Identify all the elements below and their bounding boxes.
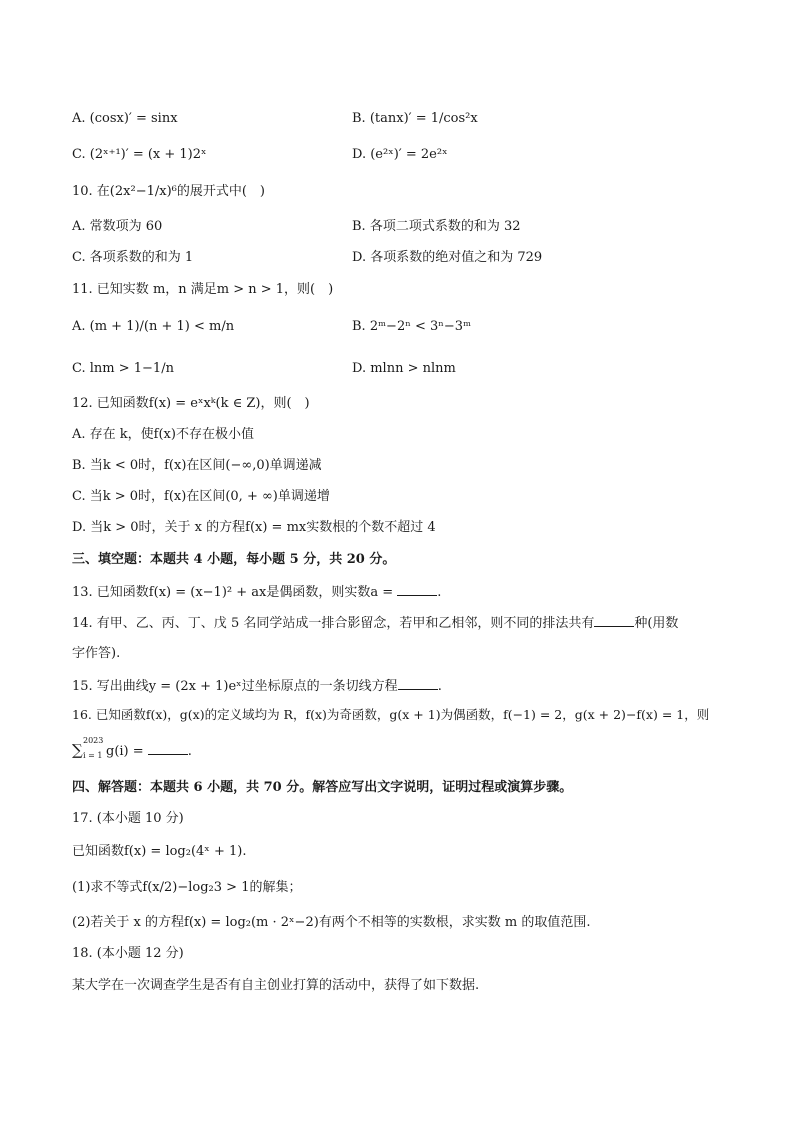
q13-line: 13. 已知函数f(x) = (x−1)² + ax是偶函数，则实数a = . <box>72 585 442 600</box>
q13-answer-blank <box>397 584 437 596</box>
q10-stem: 10. 在(2x²−1/x)⁶的展开式中( ) <box>72 184 265 199</box>
q9-option-b: B. (tanx)′ = 1/cos²x <box>352 111 478 126</box>
q16-answer-blank <box>148 743 188 755</box>
q16-sigma: ∑ <box>72 741 83 759</box>
q11-stem: 11. 已知实数 m，n 满足m > n > 1，则( ) <box>72 282 334 297</box>
q12-option-c: C. 当k > 0时，f(x)在区间(0, + ∞)单调递增 <box>72 489 330 504</box>
q14-line-2: 字作答). <box>72 646 121 661</box>
q17-given: 已知函数f(x) = log₂(4ˣ + 1). <box>72 844 247 859</box>
q10-option-b: B. 各项二项式系数的和为 32 <box>352 219 521 234</box>
q18-heading: 18. (本小题 12 分) <box>72 946 184 961</box>
q11-option-b: B. 2ᵐ−2ⁿ < 3ⁿ−3ᵐ <box>352 319 472 334</box>
q15-line: 15. 写出曲线y = (2x + 1)eˣ过坐标原点的一条切线方程 . <box>72 679 442 694</box>
q10-option-c: C. 各项系数的和为 1 <box>72 250 194 265</box>
q9-option-a: A. (cosx)′ = sinx <box>72 111 178 126</box>
q16-line-2: ∑ 2023 i = 1 g(i) = . <box>72 736 192 760</box>
q14-text: 14. 有甲、乙、丙、丁、戊 5 名同学站成一排合影留念，若甲和乙相邻，则不同的排法共有 <box>72 616 595 631</box>
section-3-heading: 三、填空题：本题共 4 小题，每小题 5 分，共 20 分。 <box>72 552 396 567</box>
q17-heading: 17. (本小题 10 分) <box>72 811 184 826</box>
q9-option-d: D. (e²ˣ)′ = 2e²ˣ <box>352 147 448 162</box>
section-4-heading: 四、解答题：本题共 6 小题，共 70 分。解答应写出文字说明，证明过程或演算步骤。 <box>72 780 573 795</box>
q12-option-a: A. 存在 k，使f(x)不存在极小值 <box>72 427 254 442</box>
q16-line-1: 16. 已知函数f(x)，g(x)的定义域均为 R，f(x)为奇函数，g(x + 1)为偶函数，f(−1) = 2，g(x + 2)−f(x) = 1，则 <box>72 707 710 722</box>
q11-option-a: A. (m + 1)/(n + 1) < m/n <box>72 319 235 334</box>
q12-option-b: B. 当k < 0时，f(x)在区间(−∞,0)单调递减 <box>72 458 322 473</box>
q17-part-1: (1)求不等式f(x/2)−log₂3 > 1的解集； <box>72 880 302 895</box>
q17-part-2: (2)若关于 x 的方程f(x) = log₂(m · 2ˣ−2)有两个不相等的实数根，求实数 m 的取值范围. <box>72 915 591 930</box>
q14-line-1 <box>72 615 678 630</box>
q16-sum <box>72 736 106 760</box>
q14-text-end: 种(用数 <box>634 616 679 631</box>
q13-text: 13. 已知函数f(x) = (x−1)² + ax是偶函数，则实数a = <box>72 585 394 600</box>
q11-option-d: D. mlnn > nlnm <box>352 361 456 376</box>
q10-option-a: A. 常数项为 60 <box>72 219 163 234</box>
q12-stem: 12. 已知函数f(x) = eˣxᵏ(k ∈ Z)，则( ) <box>72 396 310 411</box>
q9-option-c: C. (2ˣ⁺¹)′ = (x + 1)2ˣ <box>72 147 207 162</box>
q16-text: g(i) = <box>106 744 148 759</box>
q11-option-c: C. lnm > 1−1/n <box>72 361 174 376</box>
q15-answer-blank <box>398 678 438 690</box>
q15-text: 15. 写出曲线y = (2x + 1)eˣ过坐标原点的一条切线方程 <box>72 679 398 694</box>
q10-option-d: D. 各项系数的绝对值之和为 729 <box>352 250 543 265</box>
q16-sum-lower: i = 1 <box>83 751 103 760</box>
q14-answer-blank <box>594 615 634 627</box>
q12-option-d: D. 当k > 0时，关于 x 的方程f(x) = mx实数根的个数不超过 4 <box>72 520 436 535</box>
q18-text: 某大学在一次调查学生是否有自主创业打算的活动中，获得了如下数据. <box>72 978 480 993</box>
q16-sum-upper: 2023 <box>83 736 104 745</box>
